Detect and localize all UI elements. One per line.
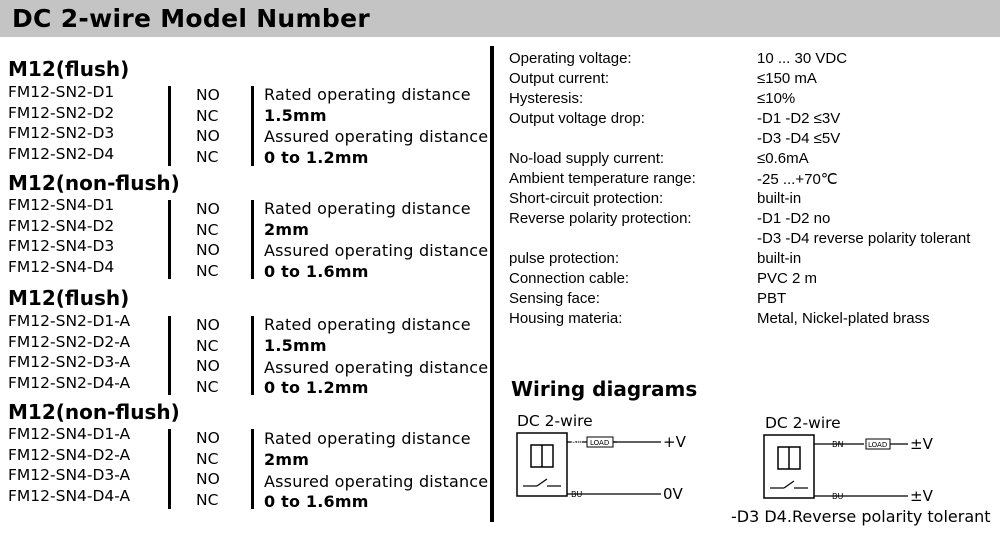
model-code: FM12-SN2-D2-A xyxy=(8,333,131,351)
spec-value: -D1 -D2 ≤3V xyxy=(757,110,841,127)
spec-value: ≤0.6mA xyxy=(757,150,809,167)
spec-label: Housing materia: xyxy=(509,310,623,327)
group-title: M12(flush) xyxy=(8,286,130,310)
output-type: NO xyxy=(196,127,220,145)
column-divider xyxy=(168,316,171,395)
rated-distance-label: Rated operating distance xyxy=(264,315,471,334)
output-type: NO xyxy=(196,470,220,488)
model-code: FM12-SN4-D4-A xyxy=(8,487,131,505)
output-type: NC xyxy=(196,148,219,166)
model-code: FM12-SN4-D1-A xyxy=(8,425,131,443)
wire-bn-label: BN xyxy=(832,440,844,449)
spec-value: ≤150 mA xyxy=(757,70,817,87)
model-code: FM12-SN4-D4 xyxy=(8,258,115,276)
output-type: NC xyxy=(196,107,219,125)
spec-label: pulse protection: xyxy=(509,250,620,267)
spec-label: Short-circuit protection: xyxy=(509,190,664,207)
output-type: NO xyxy=(196,241,220,259)
wiring-diagram-right xyxy=(762,433,937,503)
spec-value: Metal, Nickel-plated brass xyxy=(757,310,930,327)
terminal-bottom: 0V xyxy=(663,485,683,503)
load-label: LOAD xyxy=(868,441,888,449)
page-title: DC 2-wire Model Number xyxy=(12,4,370,33)
spec-label: No-load supply current: xyxy=(509,150,665,167)
output-type: NC xyxy=(196,491,219,509)
spec-value: -D3 -D4 reverse polarity tolerant xyxy=(757,230,971,247)
wiring-diagram-left xyxy=(515,431,690,501)
group-title: M12(flush) xyxy=(8,57,130,81)
column-divider xyxy=(168,200,171,279)
switch-icon xyxy=(537,479,547,486)
terminal-bottom: ±V xyxy=(910,487,933,505)
spec-label: Reverse polarity protection: xyxy=(509,210,692,227)
column-divider xyxy=(251,86,254,166)
spec-label: Output voltage drop: xyxy=(509,110,645,127)
output-type: NO xyxy=(196,357,220,375)
model-code: FM12-SN4-D2 xyxy=(8,217,115,235)
section-divider xyxy=(490,46,494,522)
assured-distance-label: Assured operating distance xyxy=(264,472,489,491)
column-divider xyxy=(251,316,254,395)
spec-label: Ambient temperature range: xyxy=(509,170,696,187)
model-group-2 xyxy=(8,171,493,283)
spec-label: Hysteresis: xyxy=(509,90,584,107)
spec-label: Operating voltage: xyxy=(509,50,632,67)
spec-label: Output current: xyxy=(509,70,610,87)
terminal-top: +V xyxy=(663,433,686,451)
rated-distance-value: 2mm xyxy=(264,220,310,239)
rated-distance-value: 2mm xyxy=(264,450,310,469)
model-code: FM12-SN4-D3-A xyxy=(8,466,131,484)
model-code: FM12-SN2-D3-A xyxy=(8,353,131,371)
spec-value: -D3 -D4 ≤5V xyxy=(757,130,841,147)
assured-distance-label: Assured operating distance xyxy=(264,358,489,377)
spec-value: ≤10% xyxy=(757,90,796,107)
group-title: M12(non-flush) xyxy=(8,171,180,195)
wiring-title: Wiring diagrams xyxy=(511,377,698,401)
output-type: NC xyxy=(196,337,219,355)
rated-distance-value: 1.5mm xyxy=(264,336,327,355)
output-type: NO xyxy=(196,429,220,447)
spec-value: -D1 -D2 no xyxy=(757,210,831,227)
diagram-label-left: DC 2-wire xyxy=(517,412,593,430)
model-code: FM12-SN2-D2 xyxy=(8,104,115,122)
switch-icon xyxy=(784,481,794,488)
column-divider xyxy=(168,429,171,509)
terminal-top: ±V xyxy=(910,435,933,453)
spec-value: built-in xyxy=(757,250,802,267)
model-code: FM12-SN2-D4 xyxy=(8,145,115,163)
group-title: M12(non-flush) xyxy=(8,400,180,424)
wire-bu-label: BU xyxy=(571,490,583,499)
spec-label: Sensing face: xyxy=(509,290,600,307)
spec-value: built-in xyxy=(757,190,802,207)
rated-distance-value: 1.5mm xyxy=(264,106,327,125)
model-code: FM12-SN2-D3 xyxy=(8,124,115,142)
wire-bu-label: BU xyxy=(832,492,844,501)
output-type: NC xyxy=(196,221,219,239)
assured-distance-value: 0 to 1.2mm xyxy=(264,148,369,167)
assured-distance-value: 0 to 1.2mm xyxy=(264,378,369,397)
output-type: NC xyxy=(196,262,219,280)
spec-value: 10 ... 30 VDC xyxy=(757,50,848,67)
model-code: FM12-SN4-D3 xyxy=(8,237,115,255)
rated-distance-label: Rated operating distance xyxy=(264,429,471,448)
header-bar xyxy=(0,0,1000,37)
output-type: NC xyxy=(196,378,219,396)
model-group-1 xyxy=(8,57,493,169)
output-type: NO xyxy=(196,316,220,334)
output-type: NC xyxy=(196,450,219,468)
spec-value: -25 ...+70℃ xyxy=(757,171,838,188)
spec-label: Connection cable: xyxy=(509,270,630,287)
spec-value: PBT xyxy=(757,290,787,307)
diagram-label-right: DC 2-wire xyxy=(765,414,841,432)
model-group-3 xyxy=(8,286,493,398)
model-code: FM12-SN2-D1-A xyxy=(8,312,131,330)
model-code: FM12-SN2-D1 xyxy=(8,83,115,101)
model-code: FM12-SN4-D2-A xyxy=(8,446,131,464)
wire-bn-label: BN xyxy=(571,438,583,447)
model-code: FM12-SN4-D1 xyxy=(8,196,115,214)
spec-value: PVC 2 m xyxy=(757,270,818,287)
model-group-4 xyxy=(8,400,493,512)
rated-distance-label: Rated operating distance xyxy=(264,85,471,104)
column-divider xyxy=(251,200,254,279)
assured-distance-label: Assured operating distance xyxy=(264,127,489,146)
reverse-polarity-footnote: -D3 D4.Reverse polarity tolerant xyxy=(731,507,991,526)
load-label: LOAD xyxy=(590,439,610,447)
model-code: FM12-SN2-D4-A xyxy=(8,374,131,392)
assured-distance-label: Assured operating distance xyxy=(264,241,489,260)
assured-distance-value: 0 to 1.6mm xyxy=(264,492,369,511)
assured-distance-value: 0 to 1.6mm xyxy=(264,262,369,281)
rated-distance-label: Rated operating distance xyxy=(264,199,471,218)
column-divider xyxy=(168,86,171,166)
column-divider xyxy=(251,429,254,509)
output-type: NO xyxy=(196,200,220,218)
output-type: NO xyxy=(196,86,220,104)
